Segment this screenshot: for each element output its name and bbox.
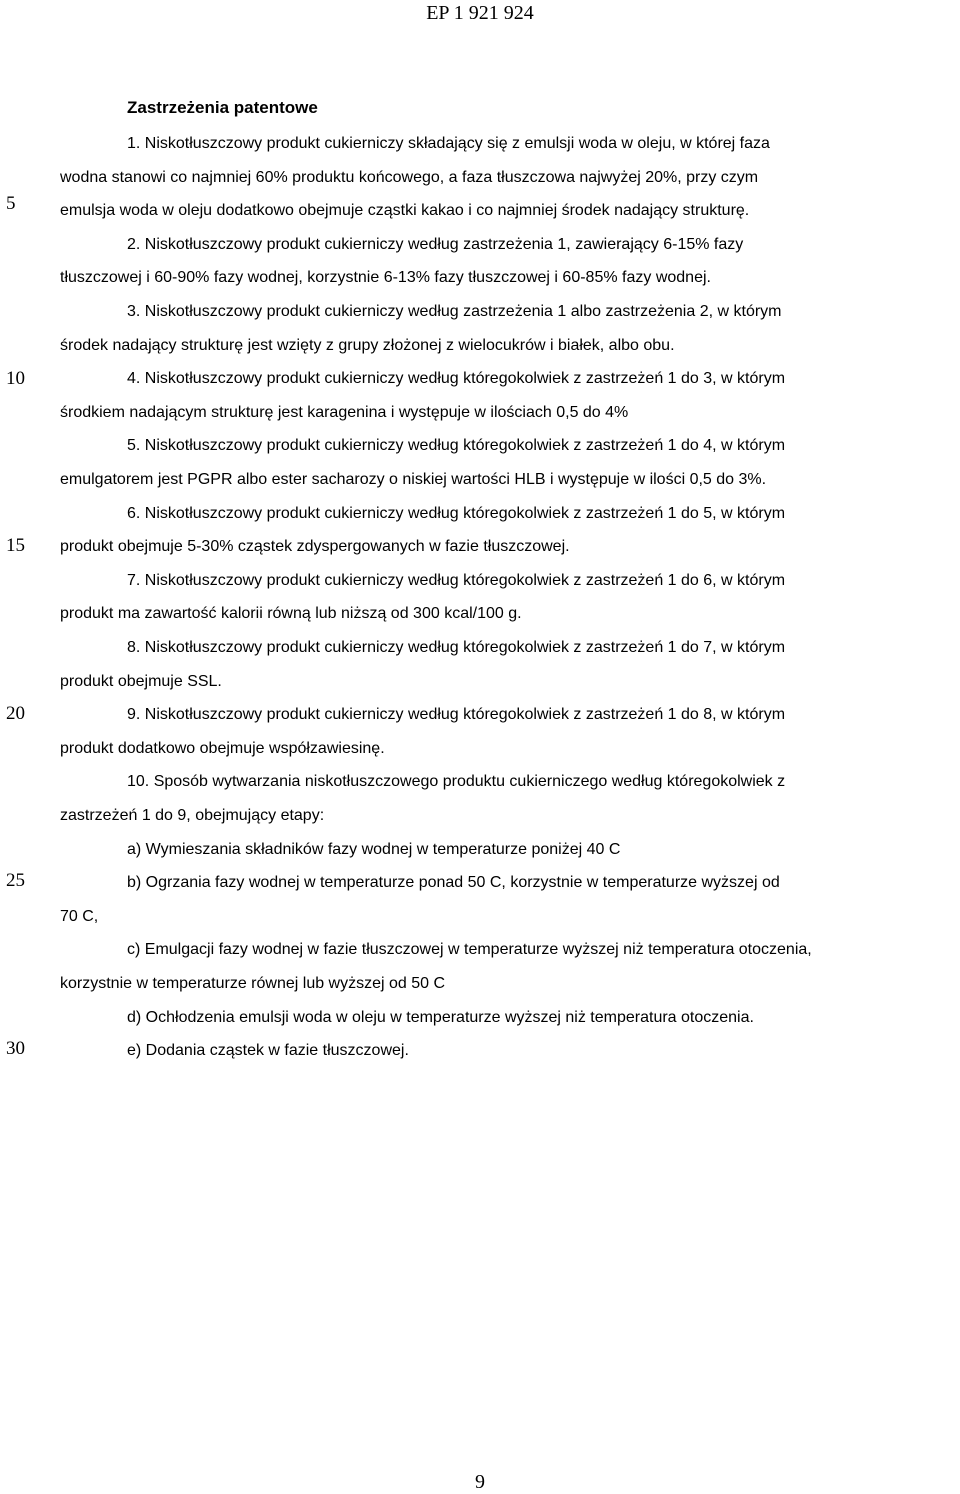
claim-line: emulgatorem jest PGPR albo ester sacharozy o niskiej wartości HLB i występuje w ilości 0,5 do 3%. xyxy=(60,471,767,488)
claim-line: środek nadający strukturę jest wzięty z grupy złożonej z wielocukrów i białek, albo obu. xyxy=(60,337,675,354)
claim-line: zastrzeżeń 1 do 9, obejmujący etapy: xyxy=(60,807,325,824)
claim-line: 10. Sposób wytwarzania niskotłuszczowego produktu cukierniczego według któregokolwiek z xyxy=(127,773,786,790)
claim-line: b) Ogrzania fazy wodnej w temperaturze ponad 50 C, korzystnie w temperaturze wyższej od xyxy=(127,874,780,891)
claim-line: d) Ochłodzenia emulsji woda w oleju w temperaturze wyższej niż temperatura otoczenia. xyxy=(127,1009,754,1026)
claim-line: 5. Niskotłuszczowy produkt cukierniczy według któregokolwiek z zastrzeżeń 1 do 4, w którym xyxy=(127,437,786,454)
claim-line: 4. Niskotłuszczowy produkt cukierniczy według któregokolwiek z zastrzeżeń 1 do 3, w którym xyxy=(127,370,786,387)
claim-line: produkt ma zawartość kalorii równą lub niższą od 300 kcal/100 g. xyxy=(60,605,522,622)
claim-line: 7. Niskotłuszczowy produkt cukierniczy według któregokolwiek z zastrzeżeń 1 do 6, w którym xyxy=(127,572,786,589)
line-number: 20 xyxy=(6,703,25,724)
claim-line: wodna stanowi co najmniej 60% produktu końcowego, a faza tłuszczowa najwyżej 20%, przy czym xyxy=(60,169,759,186)
page-number: 9 xyxy=(475,1471,485,1493)
claim-line: 3. Niskotłuszczowy produkt cukierniczy według zastrzeżenia 1 albo zastrzeżenia 2, w którym xyxy=(127,303,782,320)
claim-line: emulsja woda w oleju dodatkowo obejmuje cząstki kakao i co najmniej środek nadający strukturę. xyxy=(60,202,750,219)
claim-line: produkt obejmuje 5-30% cząstek zdyspergowanych w fazie tłuszczowej. xyxy=(60,538,570,555)
line-number: 30 xyxy=(6,1038,25,1059)
claim-line: 1. Niskotłuszczowy produkt cukierniczy składający się z emulsji woda w oleju, w której faza xyxy=(127,135,770,152)
claims-heading: Zastrzeżenia patentowe xyxy=(127,98,318,117)
document-number: EP 1 921 924 xyxy=(426,2,534,24)
claim-line: c) Emulgacji fazy wodnej w fazie tłuszczowej w temperaturze wyższej niż temperatura otoczenia, xyxy=(127,941,812,958)
claim-line: środkiem nadającym strukturę jest karagenina i występuje w ilościach 0,5 do 4% xyxy=(60,404,629,421)
claim-line: 8. Niskotłuszczowy produkt cukierniczy według któregokolwiek z zastrzeżeń 1 do 7, w którym xyxy=(127,639,786,656)
line-number: 15 xyxy=(6,535,25,556)
claim-line: produkt dodatkowo obejmuje współzawiesinę. xyxy=(60,740,385,757)
claim-line: a) Wymieszania składników fazy wodnej w temperaturze poniżej 40 C xyxy=(127,841,621,858)
claim-line: 70 C, xyxy=(60,908,99,925)
claim-line: produkt obejmuje SSL. xyxy=(60,673,222,690)
line-number: 25 xyxy=(6,870,25,891)
line-number: 10 xyxy=(6,368,25,389)
claim-line: korzystnie w temperaturze równej lub wyższej od 50 C xyxy=(60,975,446,992)
claim-line: 6. Niskotłuszczowy produkt cukierniczy według któregokolwiek z zastrzeżeń 1 do 5, w którym xyxy=(127,505,786,522)
claim-line: e) Dodania cząstek w fazie tłuszczowej. xyxy=(127,1042,409,1059)
line-number: 5 xyxy=(6,193,16,214)
claim-line: tłuszczowej i 60-90% fazy wodnej, korzystnie 6-13% fazy tłuszczowej i 60-85% fazy wodnej. xyxy=(60,269,711,286)
claim-line: 9. Niskotłuszczowy produkt cukierniczy według któregokolwiek z zastrzeżeń 1 do 8, w którym xyxy=(127,706,786,723)
claim-line: 2. Niskotłuszczowy produkt cukierniczy według zastrzeżenia 1, zawierający 6-15% fazy xyxy=(127,236,744,253)
